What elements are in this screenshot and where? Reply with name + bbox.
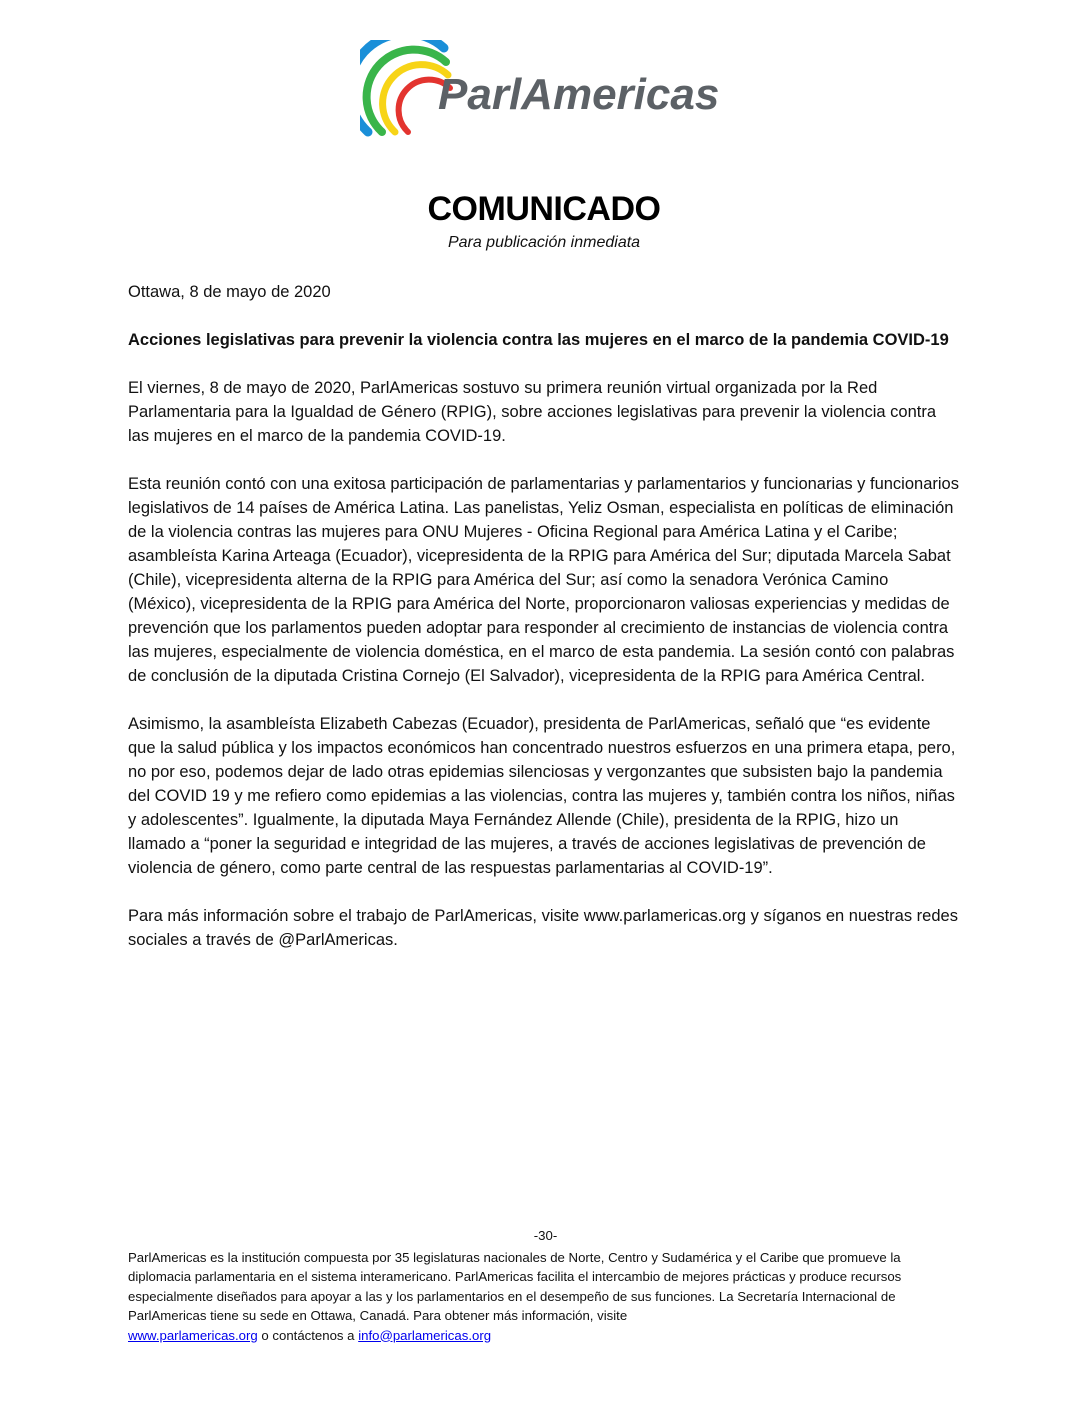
email-link[interactable]: info@parlamericas.org [358,1327,492,1343]
paragraph-2: Esta reunión contó con una exitosa participación de parlamentarias y parlamentarios y funcionarias y funcionarios legislativos de 14 países de América Latina. Las panelistas, Yeliz Osman, especialista en políticas de eliminación de la violencia contras las mujeres para ONU Mujeres - Oficina Regional para América Latina y el Caribe; asambleísta Karina Arteaga (Ecuador), vicepresidenta de la RPIG para América del Sur; diputada Marcela Sabat (Chile), vicepresidenta alterna de la RPIG para América del Sur; así como la senadora Verónica Camino (México), vicepresidenta de la RPIG para América del Norte, proporcionaron valiosas experiencias y medidas de prevención que los parlamentos pueden adoptar para responder al crecimiento de instancias de violencia contra las mujeres, especialmente de violencia doméstica, en el marco de esta pandemia. La sesión contó con palabras de conclusión de la diputada Cristina Cornejo (El Salvador), vicepresidenta de la RPIG para América Central. [128,475,959,685]
footer-contact-text: o contáctenos a [261,1327,355,1343]
page-number: -30- [533,1228,558,1243]
dateline: Ottawa, 8 de mayo de 2020 [128,283,331,301]
website-link[interactable]: www.parlamericas.org [128,1327,258,1343]
paragraph-3: Asimismo, la asambleísta Elizabeth Cabezas (Ecuador), presidenta de ParlAmericas, señaló que “es evidente que la salud pública y los impactos económicos han concentrado nuestros esfuerzos en una primera etapa, pero, no por eso, podemos dejar de lado otras epidemias silenciosas y vergonzantes que subsisten bajo la pandemia del COVID 19 y me refiero como epidemias a las violencias, contra las mujeres y, también contra los niños, niñas y adolescentes”. Igualmente, la diputada Maya Fernández Allende (Chile), presidenta de la RPIG, hizo un llamado a “poner la seguridad e integridad de las mujeres, a través de acciones legislativas de prevención de violencia de género, como parte central de las respuestas parlamentarias al COVID-19”. [128,715,956,877]
page-title: COMUNICADO [427,190,661,228]
page-subtitle: Para publicación inmediata [447,234,641,251]
paragraph-4: Para más información sobre el trabajo de ParlAmericas, visite www.parlamericas.org y síganos en nuestras redes sociales a través de @ParlAmericas. [128,907,958,949]
logo-wordmark: ParlAmericas [438,70,720,119]
footer [128,1226,963,1345]
headline: Acciones legislativas para prevenir la violencia contra las mujeres en el marco de la pandemia COVID-19 [128,331,949,349]
footer-description: ParlAmericas es la institución compuesta por 35 legislaturas nacionales de Norte, Centro y Sudamérica y el Caribe que promueve la diplomacia parlamentaria en el sistema interamericano. ParlAmericas facilita el intercambio de mejores prácticas y produce recursos especialmente diseñados para apoyar a las y los parlamentarios en el desempeño de sus funciones. La Secretaría Internacional de ParlAmericas tiene su sede en Ottawa, Canadá. Para obtener más información, visite [128,1249,902,1323]
footer-text-block [128,1248,963,1346]
article-body [128,280,960,976]
paragraph-1: El viernes, 8 de mayo de 2020, ParlAmericas sostuvo su primera reunión virtual organizada por la Red Parlamentaria para la Igualdad de Género (RPIG), sobre acciones legislativas para prevenir la violencia contra las mujeres en el marco de la pandemia COVID-19. [128,379,937,445]
parlamericas-logo [360,40,750,140]
